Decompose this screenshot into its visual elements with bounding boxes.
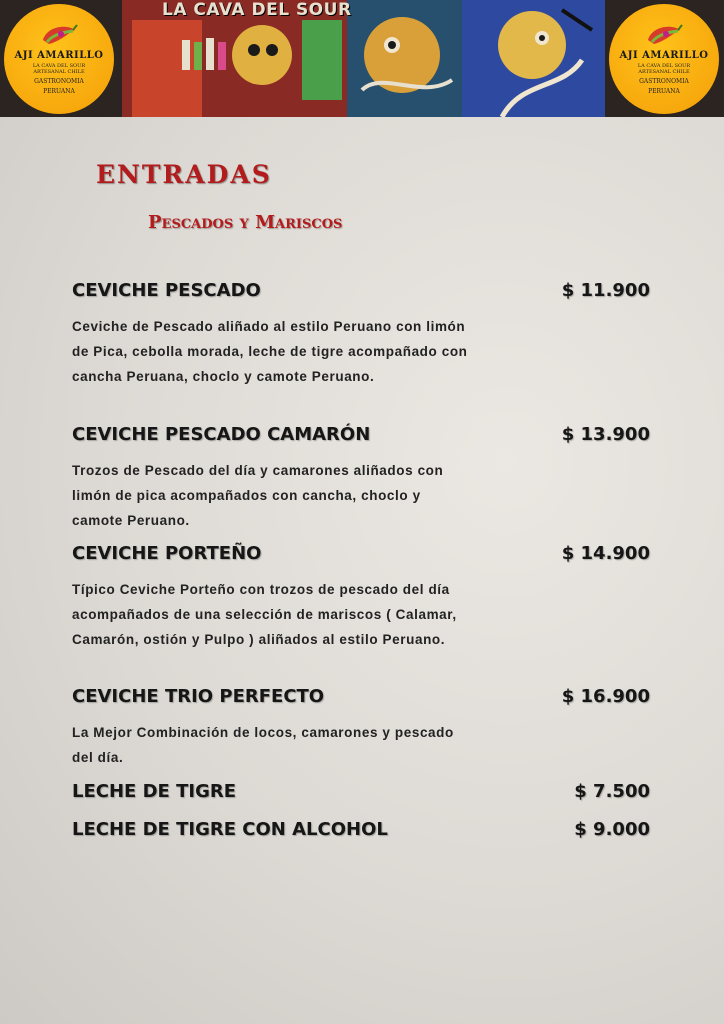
logo-right — [609, 4, 719, 114]
item-price: $ 14.900 — [561, 543, 650, 564]
item-description: Trozos de Pescado del día y camarones aliñados con limón de pica acompañados con cancha, choclo y camote Peruano. — [72, 463, 444, 528]
pepper-icon — [644, 22, 684, 48]
item-name: LECHE DE TIGRE CON ALCOHOL — [72, 819, 388, 840]
logo-name: AJI AMARILLO — [14, 50, 104, 61]
section-subtitle: Pescados y Mariscos — [148, 212, 343, 233]
item-price: $ 11.900 — [561, 280, 650, 301]
logo-subtitle: LA CAVA DEL SOUR ARTESANAL CHILE — [637, 63, 691, 75]
item-description: Típico Ceviche Porteño con trozos de pescado del día acompañados de una selección de mariscos ( Calamar, Camarón, ostión y Pulpo ) aliñados al estilo Peruano. — [72, 582, 457, 647]
item-name: CEVICHE TRIO PERFECTO — [72, 686, 325, 707]
header-banner — [0, 0, 724, 117]
item-price: $ 16.900 — [561, 686, 650, 707]
item-description: Ceviche de Pescado aliñado al estilo Peruano con limón de Pica, cebolla morada, leche de tigre acompañado con cancha Peruana, choclo y camote Peruano. — [72, 319, 468, 384]
section-title: ENTRADAS — [96, 160, 272, 189]
logo-name: AJI AMARILLO — [619, 50, 709, 61]
item-price: $ 13.900 — [561, 424, 650, 445]
logo-cuisine: PERUANA — [43, 88, 75, 95]
item-description: La Mejor Combinación de locos, camarones y pescado del día. — [72, 725, 454, 765]
logo-gastronomy: GASTRONOMIA — [639, 78, 689, 85]
logo-subtitle: LA CAVA DEL SOUR ARTESANAL CHILE — [32, 63, 86, 75]
item-name: CEVICHE PORTEÑO — [72, 543, 262, 564]
mural-text: LA CAVA DEL SOUR — [162, 0, 352, 20]
logo-gastronomy: GASTRONOMIA — [34, 78, 84, 85]
logo-left — [4, 4, 114, 114]
item-price: $ 7.500 — [574, 781, 650, 802]
logo-cuisine: PERUANA — [648, 88, 680, 95]
item-name: LECHE DE TIGRE — [72, 781, 237, 802]
item-name: CEVICHE PESCADO CAMARÓN — [72, 424, 371, 445]
item-name: CEVICHE PESCADO — [72, 280, 261, 301]
item-price: $ 9.000 — [574, 819, 650, 840]
mural-artwork — [122, 0, 605, 117]
pepper-icon — [39, 22, 79, 48]
